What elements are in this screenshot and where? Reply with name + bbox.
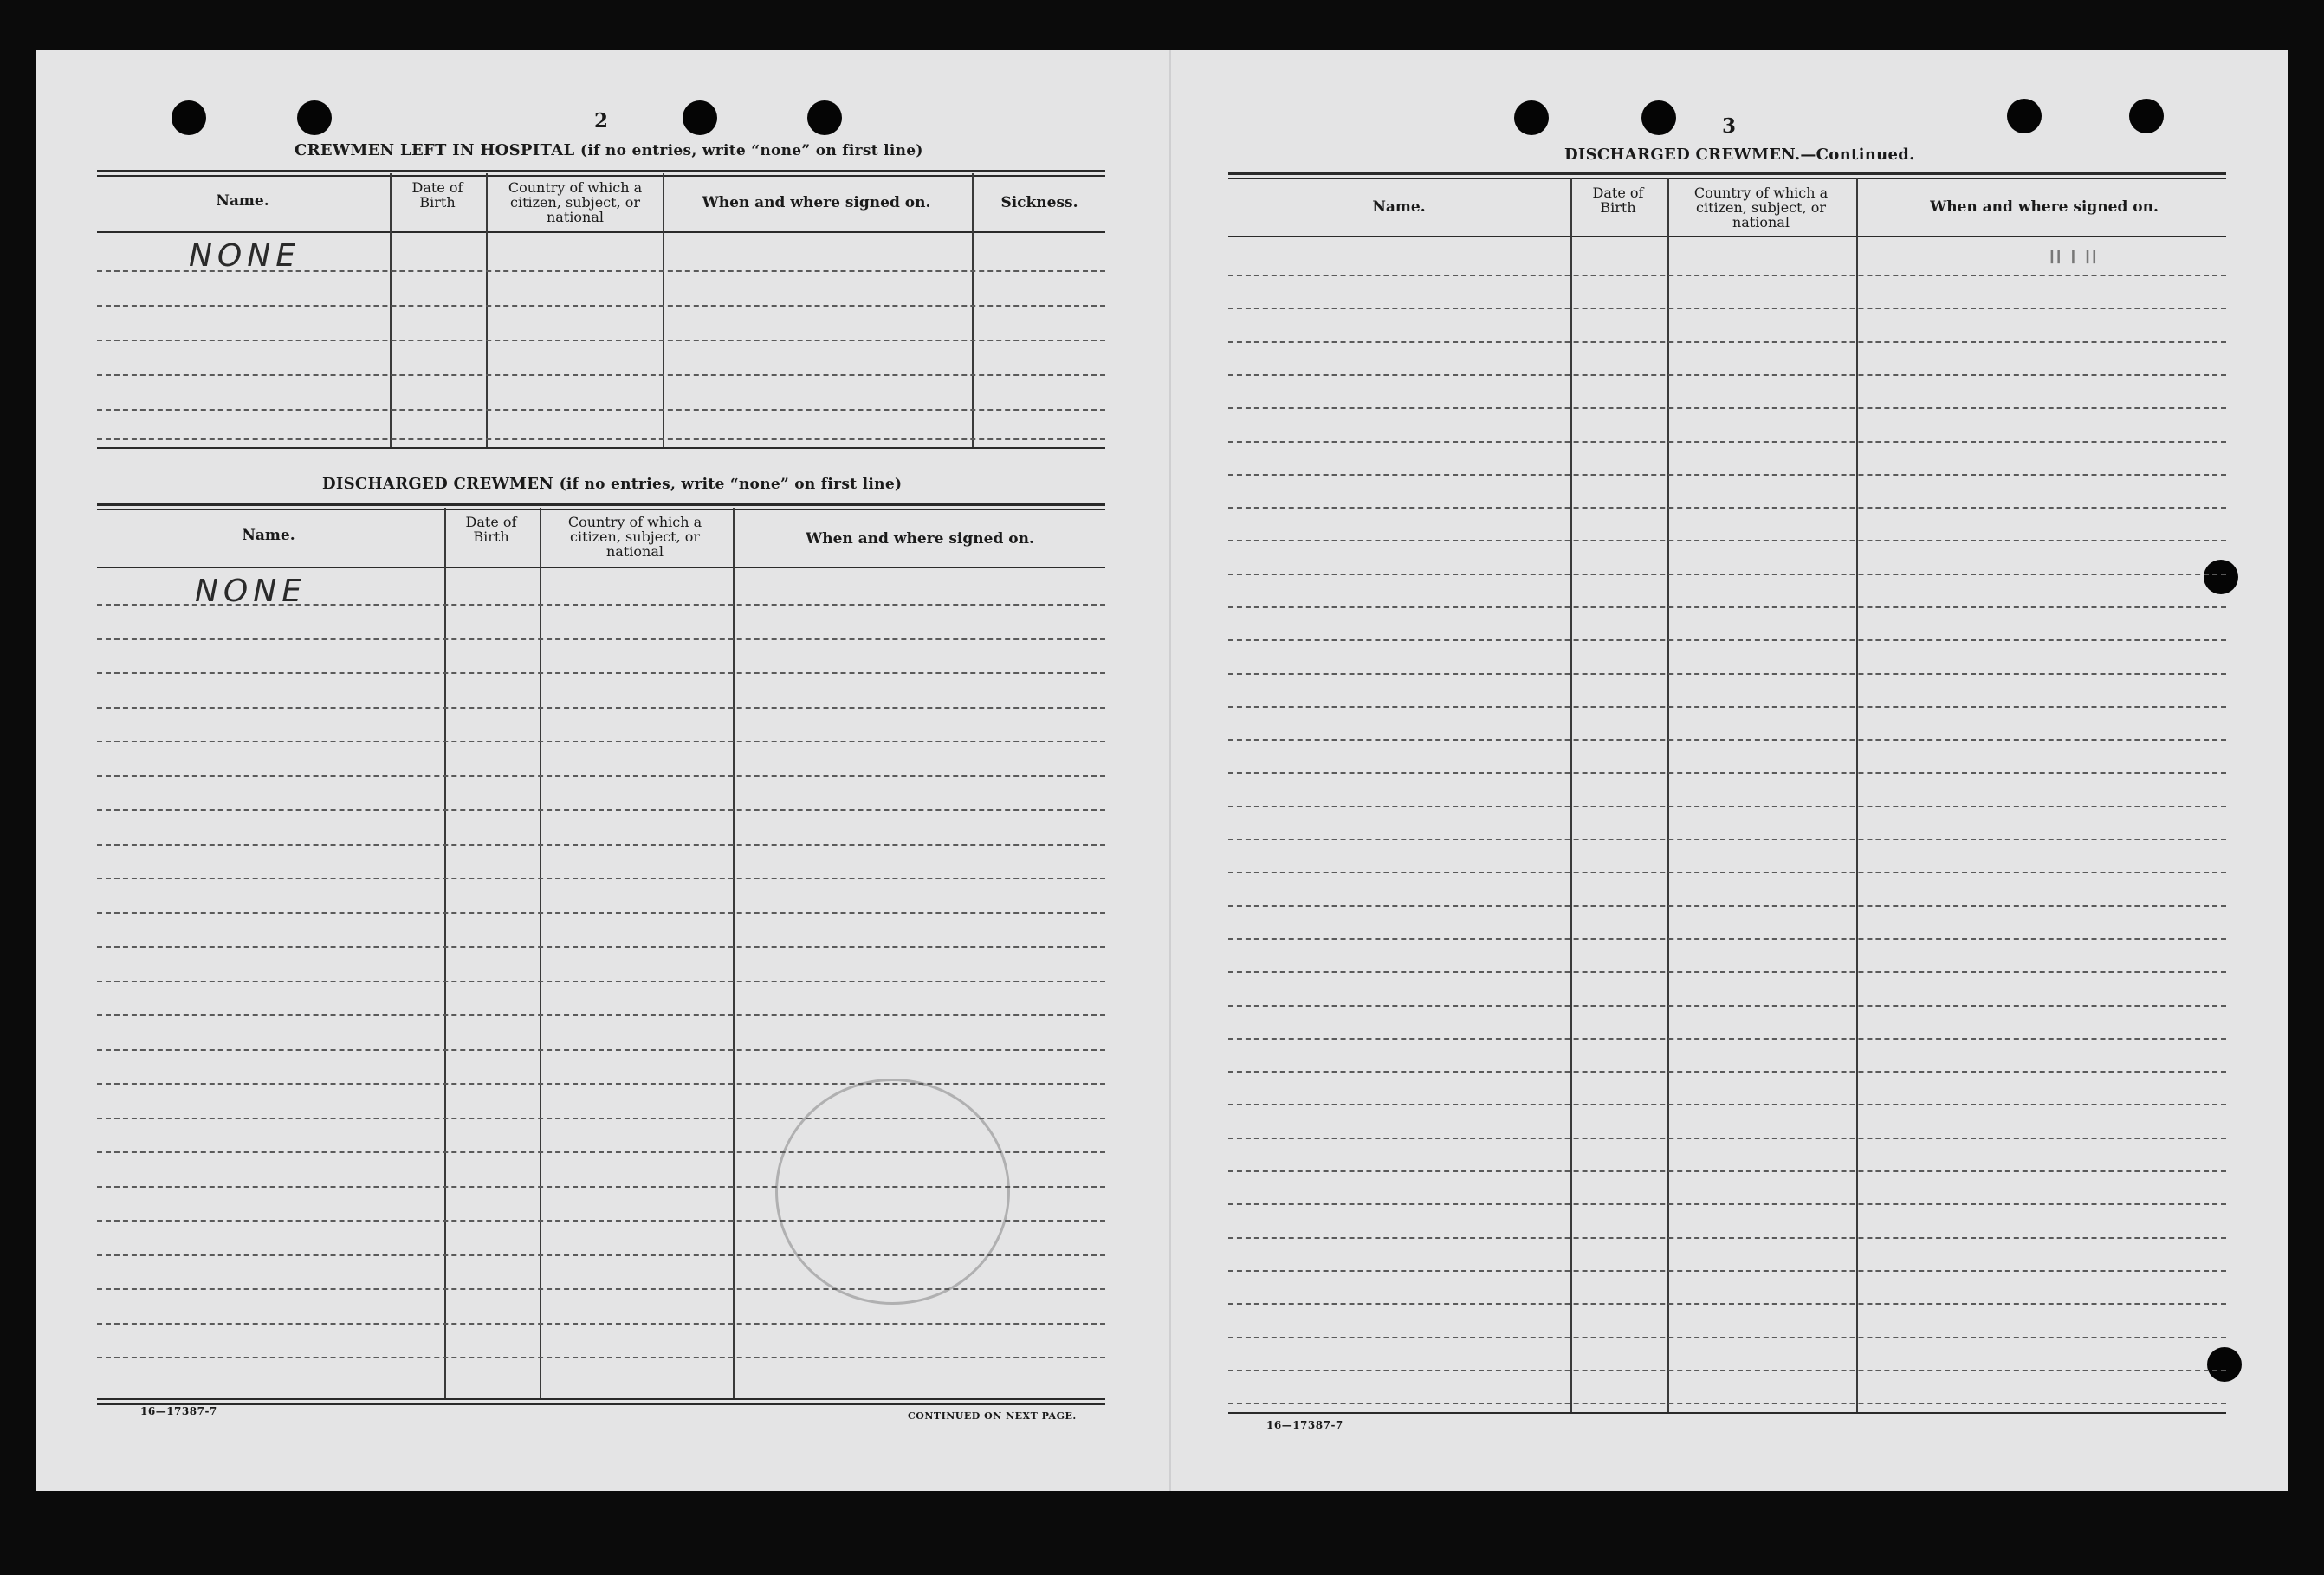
ruled-row-line: [97, 775, 1105, 777]
ruled-row-line: [1228, 1203, 2226, 1205]
discharged-top-rule: [97, 503, 1105, 506]
ruled-row-line: [1228, 474, 2226, 476]
hospital-col-dob: Date of Birth: [411, 179, 463, 211]
ruled-row-line: [97, 844, 1105, 846]
left-page-number: 2: [594, 109, 609, 133]
discharged-handwritten-entry: NONE: [195, 574, 307, 609]
punch-hole: [2207, 1347, 2242, 1382]
ruled-row-line: [1228, 1270, 2226, 1272]
ruled-row-line: [97, 1288, 1105, 1290]
hospital-subtitle: (if no entries, write “none” on first line): [580, 142, 923, 159]
ruled-row-line: [97, 878, 1105, 879]
right-col-dob: Date of Birth: [1592, 185, 1644, 216]
punch-hole: [2007, 99, 2042, 133]
ruled-row-line: [1228, 341, 2226, 343]
ruled-row-line: [1228, 308, 2226, 309]
discharged-bottom-rule: [97, 1398, 1105, 1400]
punch-hole: [683, 100, 717, 135]
hospital-header-rule: [97, 231, 1105, 233]
ruled-row-line: [1228, 1005, 2226, 1007]
ruled-row-line: [97, 1083, 1105, 1085]
right-col-divider: [1570, 178, 1572, 1414]
ruled-row-line: [1228, 806, 2226, 807]
punch-hole: [1514, 100, 1549, 135]
ruled-row-line: [1228, 574, 2226, 575]
hospital-col-divider: [390, 173, 392, 447]
ruled-row-line: [1228, 971, 2226, 973]
hospital-section-title: [295, 141, 923, 159]
ruled-row-line: [1228, 606, 2226, 608]
discharged-col-signed: When and where signed on.: [806, 530, 1034, 548]
ruled-row-line: [1228, 1303, 2226, 1305]
hospital-col-name: Name.: [216, 192, 269, 210]
hospital-col-sickness: Sickness.: [1000, 194, 1078, 211]
punch-hole: [2204, 560, 2238, 594]
hospital-row-line: [97, 409, 1105, 411]
right-top-rule-2: [1228, 178, 2226, 179]
ruled-row-line: [1228, 639, 2226, 641]
right-col-name: Name.: [1372, 198, 1426, 216]
ruled-row-line: [1228, 1038, 2226, 1040]
hospital-col-divider: [486, 173, 488, 447]
ruled-row-line: [97, 672, 1105, 674]
right-page-number: 3: [1722, 114, 1737, 138]
right-bottom-rule: [1228, 1412, 2226, 1414]
hospital-col-signed: When and where signed on.: [702, 194, 931, 211]
discharged-col-divider: [444, 508, 446, 1400]
punch-hole: [2129, 99, 2164, 133]
right-header-rule: [1228, 236, 2226, 237]
ruled-row-line: [1228, 1237, 2226, 1239]
ruled-row-line: [1228, 1170, 2226, 1172]
document-sheet: [36, 50, 2288, 1491]
right-col-divider: [1856, 178, 1858, 1414]
discharged-bottom-rule-2: [97, 1403, 1105, 1405]
ruled-row-line: [1228, 540, 2226, 541]
right-top-rule: [1228, 172, 2226, 175]
ruled-row-line: [1228, 374, 2226, 376]
faint-stamp: [775, 1079, 1010, 1305]
punch-hole: [807, 100, 842, 135]
right-col-signed: When and where signed on.: [1930, 198, 2159, 216]
hospital-top-rule-2: [97, 175, 1105, 177]
ruled-row-line: [1228, 706, 2226, 708]
left-form-number: 16—17387-7: [140, 1405, 217, 1417]
right-section-title: DISCHARGED CREWMEN.—Continued.: [1564, 146, 1915, 164]
ruled-row-line: [1228, 441, 2226, 443]
ruled-row-line: [97, 946, 1105, 948]
ruled-row-line: [1228, 739, 2226, 741]
ruled-row-line: [97, 1014, 1105, 1016]
ruled-row-line: [97, 809, 1105, 811]
pencil-mark: ıı ı ıı: [2049, 241, 2098, 269]
hospital-row-line: [97, 340, 1105, 341]
ruled-row-line: [1228, 872, 2226, 873]
ruled-row-line: [1228, 1403, 2226, 1404]
ruled-row-line: [1228, 1104, 2226, 1105]
discharged-top-rule-2: [97, 509, 1105, 510]
continued-note: CONTINUED ON NEXT PAGE.: [908, 1410, 1077, 1422]
hospital-top-rule: [97, 170, 1105, 172]
hospital-bottom-rule: [97, 447, 1105, 449]
discharged-col-dob: Date of Birth: [465, 514, 517, 545]
right-form-number: 16—17387-7: [1266, 1419, 1343, 1431]
ruled-row-line: [97, 981, 1105, 982]
ruled-row-line: [1228, 1071, 2226, 1073]
hospital-handwritten-entry: NONE: [189, 238, 301, 274]
hospital-col-divider: [972, 173, 974, 447]
ruled-row-line: [97, 741, 1105, 742]
ruled-row-line: [1228, 507, 2226, 509]
ruled-row-line: [1228, 1337, 2226, 1338]
ruled-row-line: [1228, 275, 2226, 276]
hospital-row-line: [97, 305, 1105, 307]
ruled-row-line: [97, 638, 1105, 640]
discharged-header-rule: [97, 567, 1105, 568]
punch-hole: [297, 100, 332, 135]
ruled-row-line: [1228, 938, 2226, 940]
punch-hole: [172, 100, 206, 135]
ruled-row-line: [97, 912, 1105, 914]
page-fold: [1169, 50, 1171, 1491]
discharged-col-divider: [733, 508, 735, 1400]
hospital-col-divider: [663, 173, 664, 447]
ruled-row-line: [97, 1049, 1105, 1051]
discharged-section-title: [322, 475, 902, 493]
punch-hole: [1641, 100, 1676, 135]
hospital-col-country: Country of which a citizen, subject, or national: [508, 179, 643, 225]
ruled-row-line: [1228, 905, 2226, 907]
discharged-col-country: Country of which a citizen, subject, or national: [567, 514, 702, 560]
ruled-row-line: [1228, 1370, 2226, 1371]
ruled-row-line: [1228, 839, 2226, 840]
discharged-subtitle: (if no entries, write “none” on first line): [559, 476, 903, 493]
discharged-col-name: Name.: [242, 527, 295, 544]
ruled-row-line: [1228, 673, 2226, 675]
ruled-row-line: [97, 707, 1105, 709]
right-col-country: Country of which a citizen, subject, or national: [1693, 185, 1829, 230]
right-col-divider: [1667, 178, 1669, 1414]
ruled-row-line: [97, 1323, 1105, 1325]
ruled-row-line: [1228, 407, 2226, 409]
discharged-col-divider: [540, 508, 541, 1400]
hospital-title-text: CREWMEN LEFT IN HOSPITAL: [295, 141, 575, 159]
hospital-row-line: [97, 374, 1105, 376]
ruled-row-line: [1228, 1138, 2226, 1139]
ruled-row-line: [97, 1357, 1105, 1358]
ruled-row-line: [1228, 772, 2226, 774]
hospital-row-line: [97, 438, 1105, 440]
discharged-title-text: DISCHARGED CREWMEN: [322, 475, 553, 493]
